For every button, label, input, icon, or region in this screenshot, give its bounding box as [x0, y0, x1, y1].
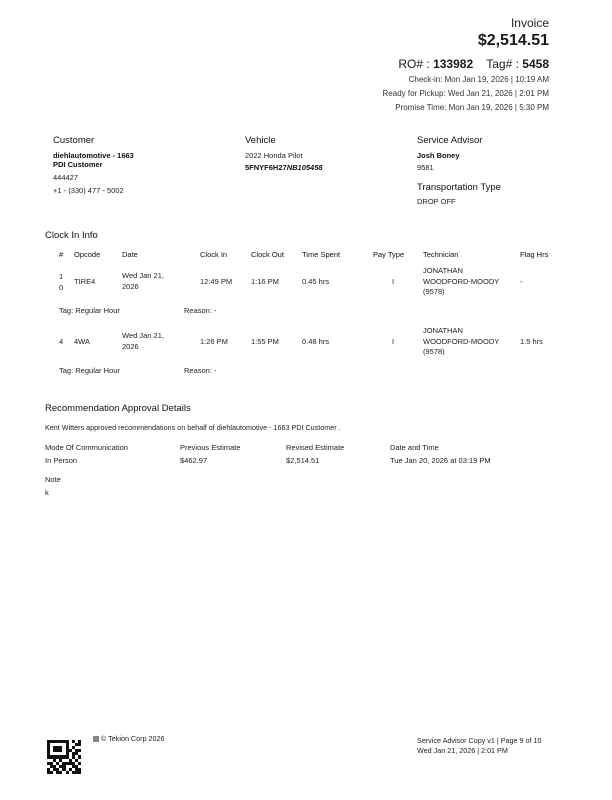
row-clock-in: 1:26 PM — [200, 337, 228, 346]
customer-id: 444427 — [53, 173, 79, 182]
row-technician-line1: JONATHAN — [423, 266, 463, 275]
tag-number: 5458 — [522, 57, 549, 71]
vehicle-vin — [245, 163, 323, 172]
row-tag: Tag: Regular Hour — [59, 306, 120, 315]
note-label: Note — [45, 475, 61, 484]
mode-value: In Person — [45, 456, 78, 465]
invoice-total: $2,514.51 — [477, 32, 549, 49]
row-clock-out: 1:16 PM — [251, 277, 279, 286]
customer-heading: Customer — [53, 135, 95, 146]
ro-tag-line — [398, 57, 549, 71]
document-type: Invoice — [510, 16, 549, 30]
revised-estimate-value: $2,514.51 — [286, 456, 320, 465]
row-clock-out: 1:55 PM — [251, 337, 279, 346]
col-clock-in: Clock In — [200, 250, 228, 259]
row-date — [122, 271, 164, 292]
row-opcode: TIRE4 — [74, 277, 96, 286]
checkin-time: Check-in: Mon Jan 19, 2026 | 10:19 AM — [408, 75, 549, 84]
vin-prefix: 5FNYF6H27 — [245, 163, 287, 172]
mode-label: Mode Of Communication — [45, 443, 128, 452]
ro-label: RO# : — [398, 57, 430, 71]
row-reason: Reason: - — [184, 306, 217, 315]
ro-number: 133982 — [433, 57, 474, 71]
revised-estimate-label: Revised Estimate — [286, 443, 345, 452]
approval-statement: Kent Witters approved recommendations on behalf of diehlautomotive - 1663 PDI Customer . — [45, 423, 341, 432]
transport-value: DROP OFF — [417, 197, 456, 206]
vehicle-model: 2022 Honda Pilot — [245, 151, 303, 160]
row-technician — [423, 266, 499, 298]
row-date-line1: Wed Jan 21, — [122, 271, 164, 280]
row-technician — [423, 326, 499, 358]
customer-name: diehlautomotive - 1663 — [53, 151, 134, 160]
row-technician-line3: (9578) — [423, 287, 445, 296]
row-number — [59, 272, 63, 293]
row-flag-hrs: 1.5 hrs — [520, 337, 543, 346]
note-value: k — [45, 488, 49, 497]
row-technician-line1: JONATHAN — [423, 326, 463, 335]
row-date — [122, 331, 164, 352]
row-technician-line2: WOODFORD-MOODY — [423, 276, 500, 286]
copyright-line — [93, 734, 165, 743]
col-clock-out: Clock Out — [251, 250, 284, 259]
row-date-line1: Wed Jan 21, — [122, 331, 164, 340]
clockin-heading: Clock In Info — [45, 230, 98, 241]
ready-time: Ready for Pickup: Wed Jan 21, 2026 | 2:01 PM — [382, 89, 549, 98]
col-number: # — [59, 250, 64, 259]
vehicle-heading: Vehicle — [245, 135, 276, 146]
vin-suffix: NB105458 — [286, 163, 323, 172]
col-pay-type: Pay Type — [373, 250, 405, 259]
date-time-label: Date and Time — [390, 443, 439, 452]
row-technician-line2: WOODFORD-MOODY — [423, 336, 500, 346]
row-reason: Reason: - — [184, 366, 217, 375]
row-number-line1: 1 — [59, 272, 64, 281]
copy-info: Service Advisor Copy v1 | Page 9 of 10 — [417, 736, 542, 745]
tag-label: Tag# : — [486, 57, 519, 71]
promise-time: Promise Time: Mon Jan 19, 2026 | 5:30 PM — [395, 103, 549, 112]
row-date-line2: 2026 — [122, 281, 139, 291]
row-number-line2: 0 — [59, 282, 64, 292]
recommendation-heading: Recommendation Approval Details — [45, 403, 191, 414]
col-technician: Technician — [423, 250, 459, 259]
copyright-text: © Tekion Corp 2026 — [101, 734, 165, 743]
advisor-id: 9581 — [417, 163, 434, 172]
row-opcode: 4WA — [74, 337, 90, 346]
col-date: Date — [122, 250, 138, 259]
row-flag-hrs: - — [520, 277, 523, 286]
previous-estimate-value: $462.97 — [180, 456, 208, 465]
row-time-spent: 0.48 hrs — [302, 337, 330, 346]
transport-heading: Transportation Type — [417, 182, 501, 193]
row-number-line1: 4 — [59, 337, 64, 346]
advisor-heading: Service Advisor — [417, 135, 483, 146]
row-clock-in: 12:49 PM — [200, 277, 233, 286]
advisor-name: Josh Boney — [417, 151, 460, 160]
row-technician-line3: (9578) — [423, 347, 445, 356]
row-date-line2: 2026 — [122, 341, 139, 351]
col-time-spent: Time Spent — [302, 250, 341, 259]
row-time-spent: 0.45 hrs — [302, 277, 330, 286]
previous-estimate-label: Previous Estimate — [180, 443, 241, 452]
customer-type: PDI Customer — [53, 160, 103, 169]
row-number — [59, 337, 63, 348]
row-tag: Tag: Regular Hour — [59, 366, 120, 375]
row-pay-type: I — [392, 337, 395, 346]
col-flag-hrs: Flag Hrs — [520, 250, 549, 259]
col-opcode: Opcode — [74, 250, 101, 259]
date-time-value: Tue Jan 20, 2026 at 03:19 PM — [390, 456, 491, 465]
tekion-logo-icon — [93, 736, 99, 742]
qr-code — [47, 740, 81, 774]
row-pay-type: I — [392, 277, 395, 286]
customer-phone: +1 - (330) 477 - 5002 — [53, 186, 124, 195]
printed-time: Wed Jan 21, 2026 | 2:01 PM — [417, 746, 508, 755]
